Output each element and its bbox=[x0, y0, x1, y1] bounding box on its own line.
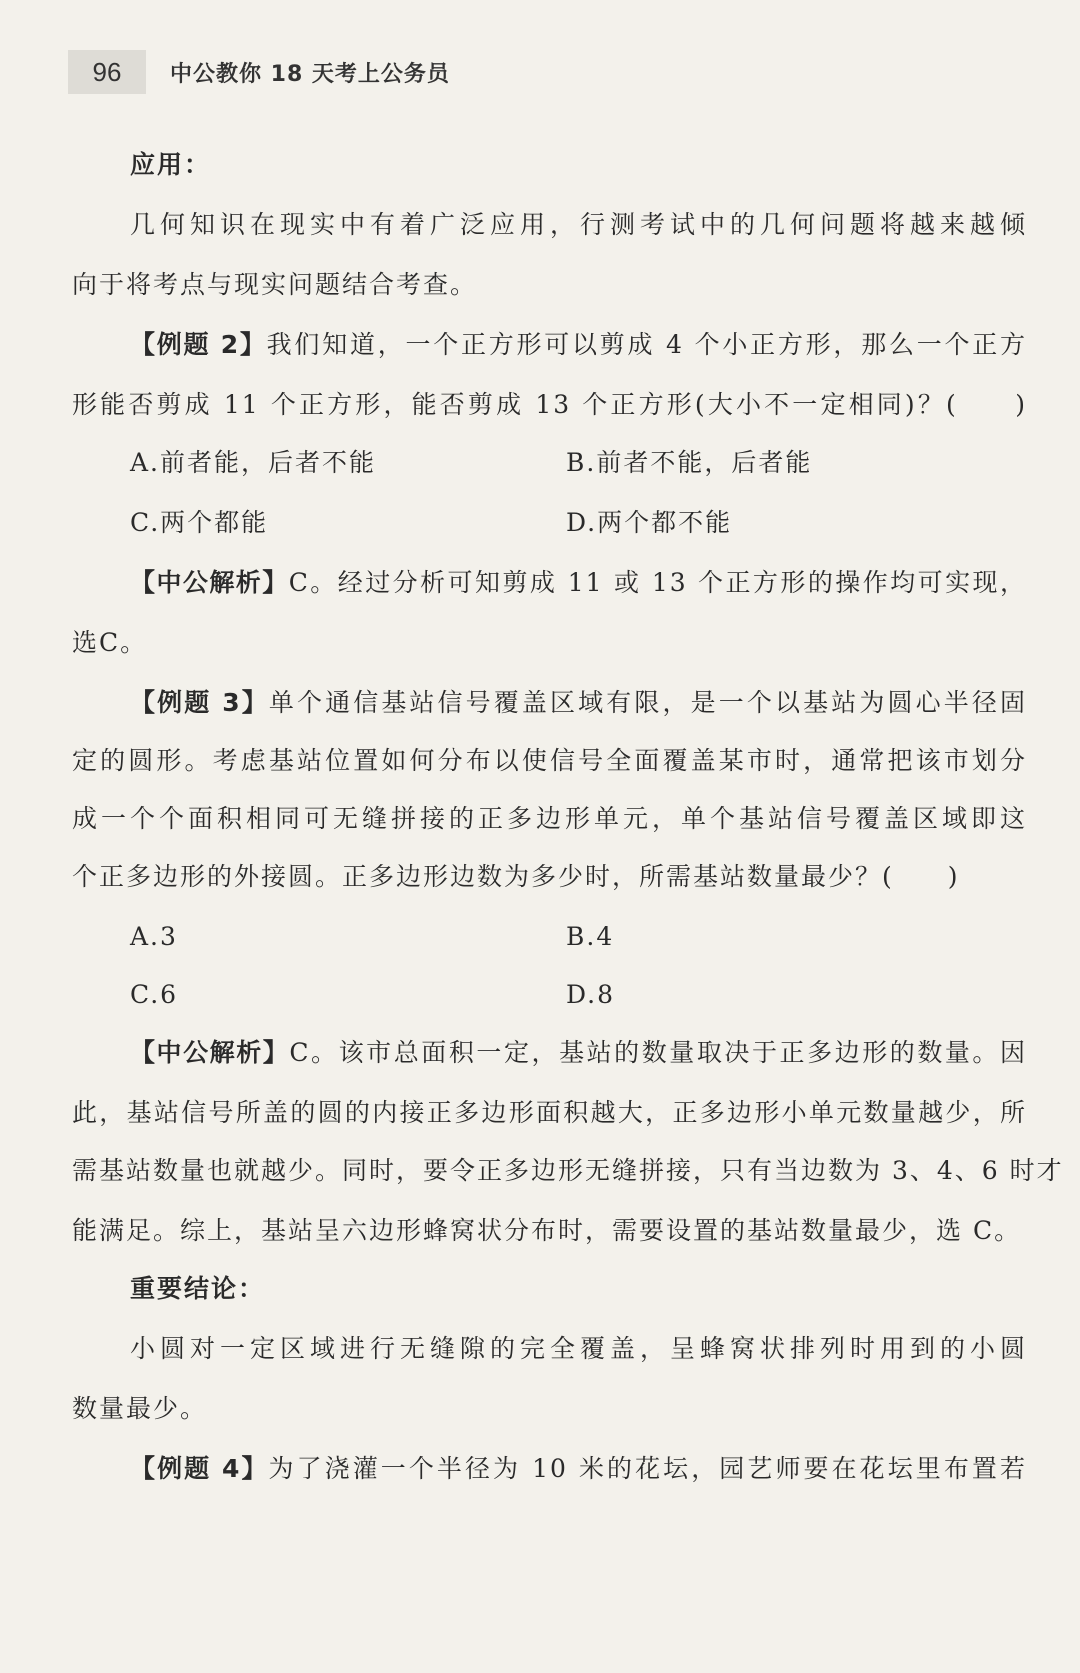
example3-analysis-line bbox=[130, 1036, 1027, 1070]
conclusion-text-line: 小圆对一定区域进行无缝隙的完全覆盖，呈蜂窝状排列时用到的小圆 bbox=[130, 1334, 1027, 1363]
example2-tag: 【例题 2】 bbox=[130, 330, 267, 359]
example3-question-line: 个正多边形的外接圆。正多边形边数为多少时，所需基站数量最少？( ) bbox=[72, 862, 960, 891]
example3-analysis-line: 此，基站信号所盖的圆的内接正多边形面积越大，正多边形小单元数量越少，所 bbox=[72, 1098, 1027, 1127]
example2-analysis-line bbox=[130, 566, 1027, 600]
example2-question-line bbox=[130, 328, 1027, 362]
example2-question-line: 形能否剪成 11 个正方形，能否剪成 13 个正方形(大小不一定相同)？( ) bbox=[72, 390, 1027, 419]
example3-option-a: A.3 bbox=[130, 922, 178, 951]
example3-option-d: D.8 bbox=[566, 980, 616, 1009]
example4-question-line bbox=[130, 1452, 1027, 1486]
page-number: 96 bbox=[68, 50, 146, 94]
example2-option-a: A.前者能，后者不能 bbox=[130, 448, 377, 477]
application-text-line: 几何知识在现实中有着广泛应用，行测考试中的几何问题将越来越倾 bbox=[130, 210, 1027, 239]
example2-analysis-line: 选C。 bbox=[72, 628, 148, 657]
example3-question-line: 成一个个面积相同可无缝拼接的正多边形单元，单个基站信号覆盖区域即这 bbox=[72, 804, 1027, 833]
example3-option-c: C.6 bbox=[130, 980, 179, 1009]
example4-text: 为了浇灌一个半径为 10 米的花坛，园艺师要在花坛里布置若 bbox=[268, 1454, 1027, 1483]
example2-option-d: D.两个都不能 bbox=[566, 508, 733, 537]
example2-option-c: C.两个都能 bbox=[130, 508, 269, 537]
example3-question-line: 定的圆形。考虑基站位置如何分布以使信号全面覆盖某市时，通常把该市划分 bbox=[72, 746, 1027, 775]
example2-analysis-text: C。经过分析可知剪成 11 或 13 个正方形的操作均可实现， bbox=[288, 568, 1027, 597]
application-heading: 应用： bbox=[130, 150, 212, 179]
example3-question-line bbox=[130, 686, 1027, 720]
conclusion-heading: 重要结论： bbox=[130, 1274, 266, 1303]
example3-tag: 【例题 3】 bbox=[130, 688, 269, 717]
conclusion-text-line: 数量最少。 bbox=[72, 1394, 208, 1423]
example2-analysis-tag: 【中公解析】 bbox=[130, 568, 289, 597]
example3-analysis-tag: 【中公解析】 bbox=[130, 1038, 290, 1067]
book-title: 中公教你 18 天考上公务员 bbox=[170, 61, 450, 87]
application-text-line: 向于将考点与现实问题结合考查。 bbox=[72, 270, 478, 299]
page-header bbox=[68, 48, 450, 96]
example3-text: 单个通信基站信号覆盖区域有限，是一个以基站为圆心半径固 bbox=[268, 688, 1027, 717]
example3-analysis-line: 需基站数量也就越少。同时，要令正多边形无缝拼接，只有当边数为 3、4、6 时才 bbox=[72, 1156, 1064, 1185]
example2-text: 我们知道，一个正方形可以剪成 4 个小正方形，那么一个正方 bbox=[266, 330, 1027, 359]
example2-option-b: B.前者不能，后者能 bbox=[566, 448, 813, 477]
example3-analysis-line: 能满足。综上，基站呈六边形蜂窝状分布时，需要设置的基站数量最少，选 C。 bbox=[72, 1216, 1022, 1245]
example4-tag: 【例题 4】 bbox=[130, 1454, 269, 1483]
example3-option-b: B.4 bbox=[566, 922, 615, 951]
example3-analysis-text: C。该市总面积一定，基站的数量取决于正多边形的数量。因 bbox=[289, 1038, 1027, 1067]
